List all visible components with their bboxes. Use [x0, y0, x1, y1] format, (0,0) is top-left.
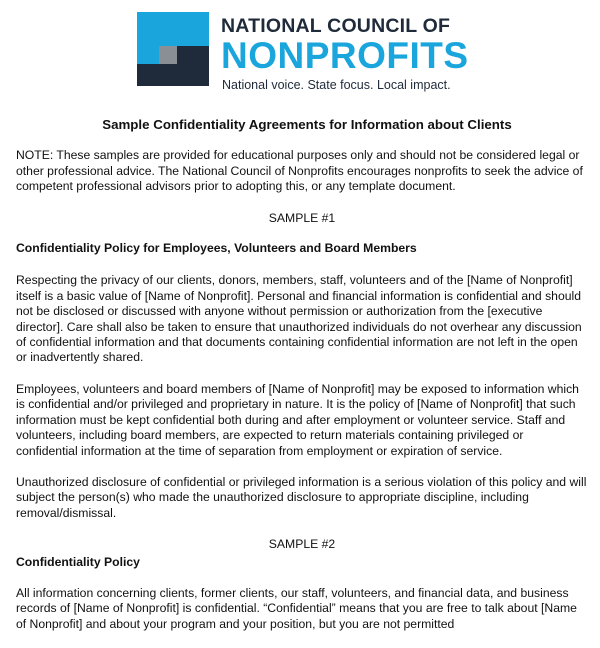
- sample-1-paragraph-1: Respecting the privacy of our clients, donors, members, staff, volunteers and of the [Name of Nonprofit] itself is a basic value of [Name of Nonprofit]. Personal and financial information is confidential and should not be disclosed or discussed with anyone without permission or authorization from the [executive director]. Care shall also be taken to ensure that unauthorized individuals do not overhear any discussion of confidential information and that documents containing confidential information are not left in the open or inadvertently shared.: [16, 273, 582, 365]
- sample-1-heading: Confidentiality Policy for Employees, Volunteers and Board Members: [16, 241, 417, 256]
- sample-1-label: SAMPLE #1: [268, 210, 336, 225]
- sample-1-paragraph-3: Unauthorized disclosure of confidential or privileged information is a serious violation of this policy and will subject the person(s) who made the unauthorized disclosure to appropriate discipline, including removal/dismissal.: [16, 474, 587, 520]
- sample-2-paragraph-1: All information concerning clients, former clients, our staff, volunteers, and financial data, and business records of [Name of Nonprofit] is confidential. “Confidential” means that you are free to talk about [Name of Nonprofit] and about your program and your position, but you are not permitted: [16, 585, 577, 631]
- logo-line-national-council: NATIONAL COUNCIL OF: [221, 15, 451, 37]
- sample-2-heading: Confidentiality Policy: [16, 554, 140, 569]
- document-title: Sample Confidentiality Agreements for Information about Clients: [102, 117, 512, 132]
- sample-2-label: SAMPLE #2: [268, 537, 336, 552]
- logo-line-nonprofits: NONPROFITS: [221, 35, 469, 76]
- logo-mark-icon: [137, 12, 209, 86]
- sample-1-paragraph-2: Employees, volunteers and board members of [Name of Nonprofit] may be exposed to information which is confidential and/or privileged and proprietary in nature. It is the policy of [Name of Nonprofit] that such information must be kept confidential both during and after employment or volunteer service. Staff and volunteers, including board members, are expected to return materials containing privileged or confidential information at the time of separation from employment or expiration of service.: [16, 381, 579, 458]
- document-body: [16, 117, 588, 648]
- disclaimer-note: NOTE: These samples are provided for educational purposes only and should not be considered legal or other professional advice. The National Council of Nonprofits encourages nonprofits to seek the advice of competent professional advisors prior to adopting this, or any template document.: [16, 148, 583, 194]
- organization-logo: [137, 12, 467, 92]
- logo-tagline: National voice. State focus. Local impact.: [222, 78, 451, 92]
